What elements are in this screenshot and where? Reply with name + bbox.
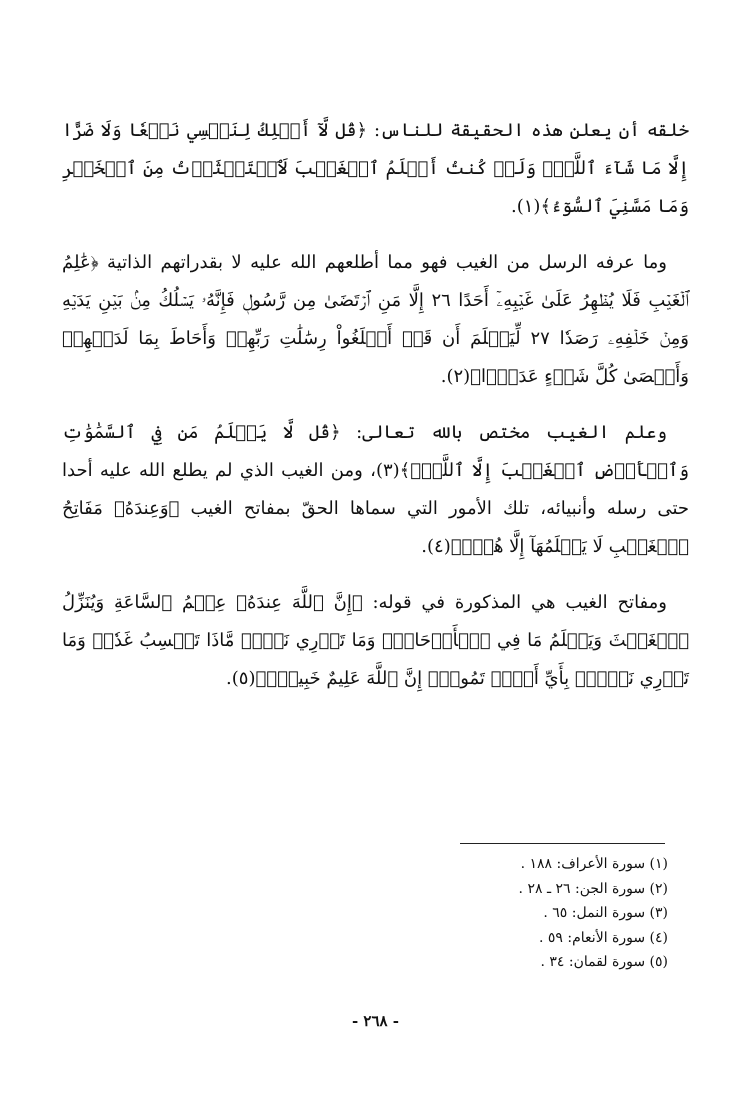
paragraph-4: ومفاتح الغيب هي المذكورة في قوله: ﴿إِنَّ ٱللَّهَ عِندَهُۥ عِلۡمُ ٱلسَّاعَةِ وَيُنَزِّلُ ٱلۡغَيۡثَ وَيَعۡلَمُ مَا فِي ٱلۡأَرۡحَامِۖ وَمَا تَدۡرِي نَفۡسٞ مَّاذَا تَكۡسِبُ غَدٗاۖ وَمَا تَدۡرِي نَفۡسُۢ بِأَيِّ أَرۡضٖ تَمُوتُۚ إِنَّ ٱللَّهَ عَلِيمٌ خَبِيرُۢ﴾(٥).	[62, 592, 689, 689]
main-text	[62, 112, 689, 716]
footnote-3: (٣) سورة النمل: ٦٥ .	[543, 905, 668, 921]
footnote-4: (٤) سورة الأنعام: ٥٩ .	[539, 929, 668, 946]
footnote-1: (١) سورة الأعراف: ١٨٨ .	[520, 856, 668, 872]
paragraph-2: وما عرفه الرسل من الغيب فهو مما أطلعهم الله عليه لا بقدراتهم الذاتية ﴿عَٰلِمُ ٱلۡغَيۡبِ فَلَا يُظۡهِرُ عَلَىٰ غَيۡبِهِۦٓ أَحَدًا ٢٦ إِلَّا مَنِ ٱرۡتَضَىٰ مِن رَّسُولٖ فَإِنَّهُۥ يَسۡلُكُ مِنۢ بَيۡنِ يَدَيۡهِ وَمِنۡ خَلۡفِهِۦ رَصَدٗا ٢٧ لِّيَعۡلَمَ أَن قَدۡ أَبۡلَغُواْ رِسَٰلَٰتِ رَبِّهِمۡ وَأَحَاطَ بِمَا لَدَيۡهِمۡ وَأَحۡصَىٰ كُلَّ شَيۡءٍ عَدَدَۢا﴾(٢).	[62, 252, 690, 387]
footnotes	[380, 852, 668, 975]
page-number: - ٢٦٨ -	[351, 1012, 400, 1030]
paragraph-3: وعلم الغيب مختص بالله تعالى: ﴿قُل لَّا يَعۡلَمُ مَن فِي ٱلسَّمَٰوَٰتِ وَٱلۡأَرۡضِ ٱلۡغَيۡبَ إِلَّا ٱللَّهُۚ﴾(٣)، ومن الغيب الذي لم يطلع الله عليه أحدا حتى رسله وأنبيائه، تلك الأمور التي سماها الحقّ بمفاتح الغيب ﴿وَعِندَهُۥ مَفَاتِحُ ٱلۡغَيۡبِ لَا يَعۡلَمُهَآ إِلَّا هُوَۚ﴾(٤).	[62, 422, 689, 557]
footnote-5: (٥) سورة لقمان: ٣٤ .	[540, 954, 668, 970]
paragraph-1: خلقه أن يعلن هذه الحقيقة للناس: ﴿قُل لَّآ أَمۡلِكُ لِنَفۡسِي نَفۡعٗا وَلَا ضَرًّا إِلَّا مَا شَآءَ ٱللَّهُۚ وَلَوۡ كُنتُ أَعۡلَمُ ٱلۡغَيۡبَ لَٱسۡتَكۡثَرۡتُ مِنَ ٱلۡخَيۡرِ وَمَا مَسَّنِيَ ٱلسُّوٓءُ﴾(١).	[62, 120, 689, 217]
footnote-2: (٢) سورة الجن: ٢٦ ـ ٢٨ .	[518, 880, 668, 897]
footnote-divider	[460, 843, 665, 844]
